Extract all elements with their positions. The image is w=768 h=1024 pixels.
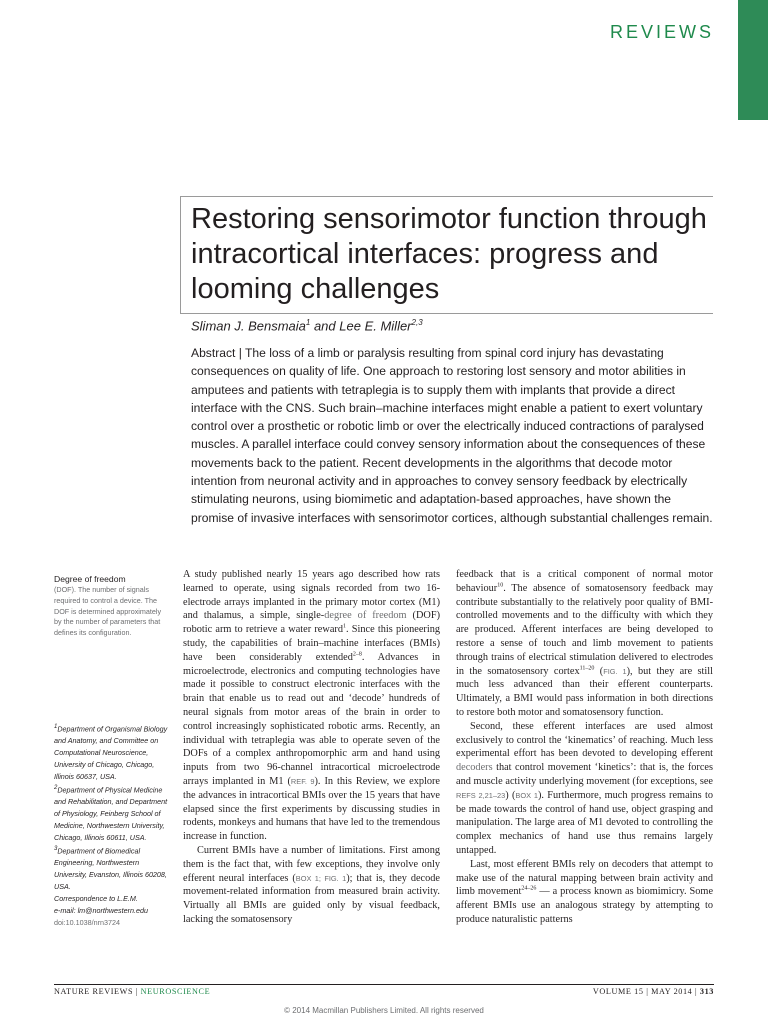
footer-rule	[54, 984, 714, 985]
body-text: . The absence of somatosensory feedback may contribute substantially to the relatively poor quality of BMI-controlled movements and to the difficulty with which they are produced. Afferent interfaces are being developed to restore a sense of touch and limb movement to patients through trains of electrical stimulation delivered to electrodes in the somatosensory cortex	[456, 582, 713, 677]
affiliation-1	[54, 722, 172, 783]
body-text: (DOF) robotic arm to retrieve a water reward	[183, 610, 440, 636]
journal-section: NEUROSCIENCE	[140, 987, 211, 996]
citation[interactable]: 24–26	[521, 885, 537, 892]
affiliation-text: Department of Physical Medicine and Rehabilitation, and Department of Physiology, Feinberg School of Medicine, Northwestern University, Chicago, Illinois 60611, USA.	[54, 785, 168, 842]
citation[interactable]: 2–8	[352, 651, 362, 658]
body-paragraph	[183, 568, 440, 844]
author-separator: and	[310, 318, 340, 334]
reference-link[interactable]: REFS 2,21–23	[456, 790, 506, 800]
body-text: . Since this pioneering study, the capabilities of brain–machine interfaces (BMIs) have been considerably extended	[183, 624, 440, 663]
box-link[interactable]: BOX 1	[515, 790, 538, 800]
title-divider	[180, 313, 713, 314]
body-column-left	[183, 568, 440, 927]
email-link[interactable]: e-mail: lm@northwestern.edu	[54, 905, 148, 915]
author-affiliation-mark: 2,3	[411, 318, 423, 327]
body-text: ) (	[505, 789, 516, 801]
citation[interactable]: 10	[497, 582, 504, 589]
title-rule-left	[180, 196, 181, 314]
body-text: feedback that is a critical component of normal motor behaviour	[456, 569, 713, 594]
body-paragraph	[456, 858, 713, 927]
body-column-right	[456, 568, 713, 927]
affiliation-2	[54, 783, 172, 844]
body-text: ). Furthermore, much progress remains to be made towards the control of hand use, object grasping and manipulation. The large area of M1 devoted to controlling the complex mechanics of hand use thus remains largely untapped.	[456, 789, 713, 856]
body-text: Current BMIs have a number of limitations. First among them is the fact that, with few exceptions, they involve only efferent neural interfaces (	[183, 844, 440, 884]
affiliation-mark: 2	[54, 784, 58, 791]
citation[interactable]: 1	[342, 623, 346, 630]
body-text: . Advances in microelectrode, electronics and computing technologies have made it possible to construct electronic interfaces with the brain that enable us to read out and ‘decode’ hundreds of neural signals from motor areas of the brain in order to control increasingly sophisticated robotic arms. Recently, an individual with tetraplegia was able to operate seven of the DOFs of a complex anthropomorphic arm and hand using inputs from two 96-channel intracortical microelectrode arrays implanted in M1 (	[183, 651, 440, 787]
reference-link[interactable]: REF. 9	[290, 776, 315, 786]
body-text: ). In this Review, we explore the advances in intracortical BMIs over the 15 years that have elapsed since the first experiments by discussing studies in rodents, monkeys and humans that have led to the tremendous increase in function.	[183, 775, 440, 843]
affiliation-text: Department of Organismal Biology and Anatomy, and Committee on Computational Neuroscience, University of Chicago, Chicago, Illinois 60637, USA.	[54, 724, 168, 782]
footer-separator: |	[133, 987, 141, 996]
abstract: Abstract | The loss of a limb or paralysis resulting from spinal cord injury has devastating consequences on quality of life. One approach to restoring lost sensory and motor abilities in amputees and patients with tetraplegia is to supply them with implants that provide a direct interface with the CNS. Such brain–machine interfaces might enable a patient to exert voluntary control over a prosthetic or robotic limb or over the electrically induced contractions of paralysed muscles. A parallel interface could convey sensory information about the consequences of these movements back to the patient. Recent developments in the algorithms that decode motor intention from neuronal activity and in approaches to convey sensory feedback by electrically stimulating neurons, using biomimetic and adaptation-based approaches, have shown the promise of invasive interfaces with sensorimotor cortices, although substantial challenges remain.	[191, 346, 713, 525]
figure-link[interactable]: BOX 1; FIG. 1	[295, 873, 347, 883]
body-text: ), but they are still much less advanced than their efferent counterparts. Ultimately, a BMI would pass information in both directions to restore both motor and somatosensory function.	[456, 665, 713, 718]
body-text: — a process known as biomimicry. Some afferent BMIs use an analogous strategy by attempting to produce naturalistic patterns	[456, 886, 714, 925]
body-text: Second, these efferent interfaces are used almost exclusively to control the ‘kinematics’ of reaching. Much less experimental effort has been devoted to developing efferent	[456, 720, 713, 760]
section-label: REVIEWS	[609, 22, 714, 42]
volume-issue: VOLUME 15 | MAY 2014 |	[592, 987, 700, 996]
body-text: that control movement ‘kinetics’: that is, the forces and muscle activity underlying movement (for exceptions, see	[456, 762, 713, 787]
figure-link[interactable]: FIG. 1	[603, 666, 627, 676]
affiliations	[54, 722, 172, 929]
copyright-notice: © 2014 Macmillan Publishers Limited. All rights reserved	[284, 1006, 484, 1015]
body-paragraph	[456, 568, 713, 720]
author-list	[191, 318, 423, 333]
volume-info	[593, 987, 714, 996]
body-text: Last, most efferent BMIs rely on decoders that attempt to make use of the natural mapping between brain activity and limb movement	[456, 858, 713, 898]
correspondence: Correspondence to L.E.M.	[54, 893, 138, 903]
body-text: (	[594, 665, 604, 677]
title-rule	[180, 196, 713, 197]
body-paragraph	[183, 844, 440, 927]
body-text: A study published nearly 15 years ago described how rats learned to operate, using signals recorded from two 16-electrode arrays implanted in the primary motor cortex (M1) and thalamus, a simple, single-	[183, 569, 440, 622]
body-text: ); that is, they decode movement-related information from measured brain activity. Virtually all BMIs are guided only by visual feedback, lacking the somatosensory	[183, 872, 440, 925]
author-affiliation-mark: 1	[305, 318, 311, 327]
affiliation-text: Department of Biomedical Engineering, Northwestern University, Evanston, Illinois 60208, USA.	[54, 846, 167, 891]
author-name: Lee E. Miller	[339, 318, 412, 334]
affiliation-mark: 1	[54, 724, 58, 730]
glossary-definition: (DOF). The number of signals required to control a device. The DOF is determined approximately by the number of parameters that defines its configuration.	[54, 585, 162, 638]
journal-title: NATURE REVIEWS	[54, 987, 134, 996]
author-name: Sliman J. Bensmaia	[191, 318, 306, 334]
glossary-box	[54, 574, 170, 639]
affiliation-mark: 3	[54, 845, 58, 852]
page-number: 313	[699, 987, 714, 996]
citation[interactable]: 11–20	[579, 665, 595, 672]
body-paragraph	[456, 720, 713, 858]
glossary-term: Degree of freedom	[54, 574, 126, 584]
glossary-link[interactable]: decoders	[456, 762, 493, 774]
article-title: Restoring sensorimotor function through intracortical interfaces: progress and looming challenges	[191, 203, 707, 305]
affiliation-3	[54, 844, 172, 893]
glossary-link[interactable]: degree of freedom	[324, 610, 407, 622]
journal-name	[54, 987, 210, 996]
accent-bar	[738, 0, 768, 120]
doi[interactable]: doi:10.1038/nrn3724	[54, 917, 120, 927]
